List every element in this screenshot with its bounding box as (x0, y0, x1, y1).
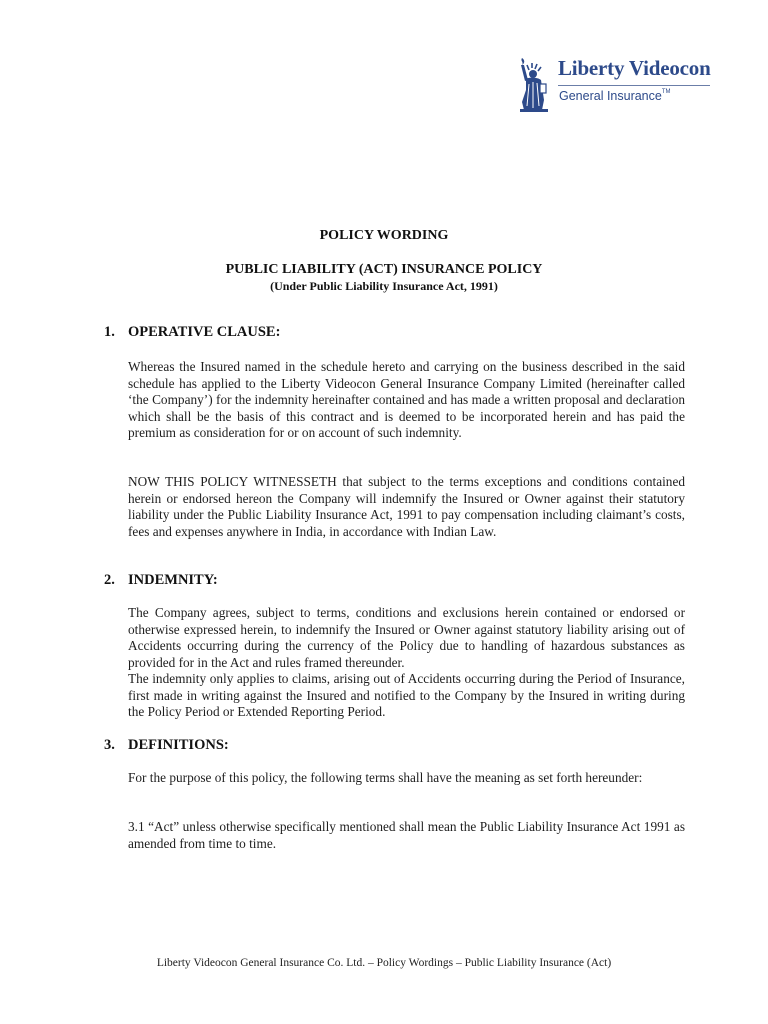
definitions-paragraph-1: For the purpose of this policy, the following terms shall have the meaning as set forth hereunder: (128, 770, 643, 785)
statue-of-liberty-icon (514, 56, 554, 112)
definition-act: 3.1 “Act” unless otherwise specifically mentioned shall mean the Public Liability Insurance Act 1991 as amended from time to time. (128, 819, 685, 851)
logo-subtitle (559, 89, 671, 103)
document-title: POLICY WORDING (319, 228, 449, 243)
section-number: 1. (104, 324, 115, 340)
operative-clause-paragraph-1: Whereas the Insured named in the schedule hereto and carrying on the business described in the said schedule has applied to the Liberty Videocon General Insurance Company Limited (hereinafter called ‘the Company’) for the indemnity hereinafter contained and has made a written proposal and declaration which shall be the basis of this contract and is deemed to be incorporated herein and has paid the premium as consideration for or on account of such indemnity. (128, 359, 685, 440)
company-logo (514, 56, 714, 112)
indemnity-paragraph-1: The Company agrees, subject to terms, conditions and exclusions herein contained or endorsed or otherwise expressed herein, to indemnify the Insured or Owner against statutory liability arising out of Accidents occurring during the currency of the Policy due to handling of hazardous substances as provided for in the Act and rules framed thereunder. (128, 605, 685, 670)
indemnity-paragraph-2: The indemnity only applies to claims, arising out of Accidents occurring during the Period of Insurance, first made in writing against the Insured and notified to the Company by the Insured in writing during the Policy Period or Extended Reporting Period. (128, 671, 685, 719)
section-title: INDEMNITY: (128, 572, 218, 588)
section-heading-operative-clause (104, 324, 280, 341)
section-number: 2. (104, 572, 115, 588)
section-number: 3. (104, 737, 115, 753)
section-heading-indemnity (104, 572, 218, 589)
section-heading-definitions (104, 737, 229, 754)
policy-act-reference: (Under Public Liability Insurance Act, 1991) (270, 279, 498, 293)
section-title: DEFINITIONS: (128, 737, 229, 753)
logo-trademark: TM (661, 89, 671, 95)
operative-clause-paragraph-2: NOW THIS POLICY WITNESSETH that subject to the terms exceptions and conditions contained herein or endorsed hereon the Company will indemnify the Insured or Owner against their statutory liability under the Public Liability Insurance Act, 1991 to pay compensation including claimant’s costs, fees and expenses anywhere in India, in accordance with Indian Law. (128, 474, 685, 539)
logo-wordmark: Liberty Videocon (558, 56, 711, 80)
section-title: OPERATIVE CLAUSE: (128, 324, 281, 340)
page-footer: Liberty Videocon General Insurance Co. Ltd. – Policy Wordings – Public Liability Insurance (Act) (156, 957, 612, 969)
policy-name: PUBLIC LIABILITY (ACT) INSURANCE POLICY (225, 262, 543, 277)
logo-divider (558, 85, 710, 86)
logo-subtitle-text: General Insurance (559, 89, 662, 103)
